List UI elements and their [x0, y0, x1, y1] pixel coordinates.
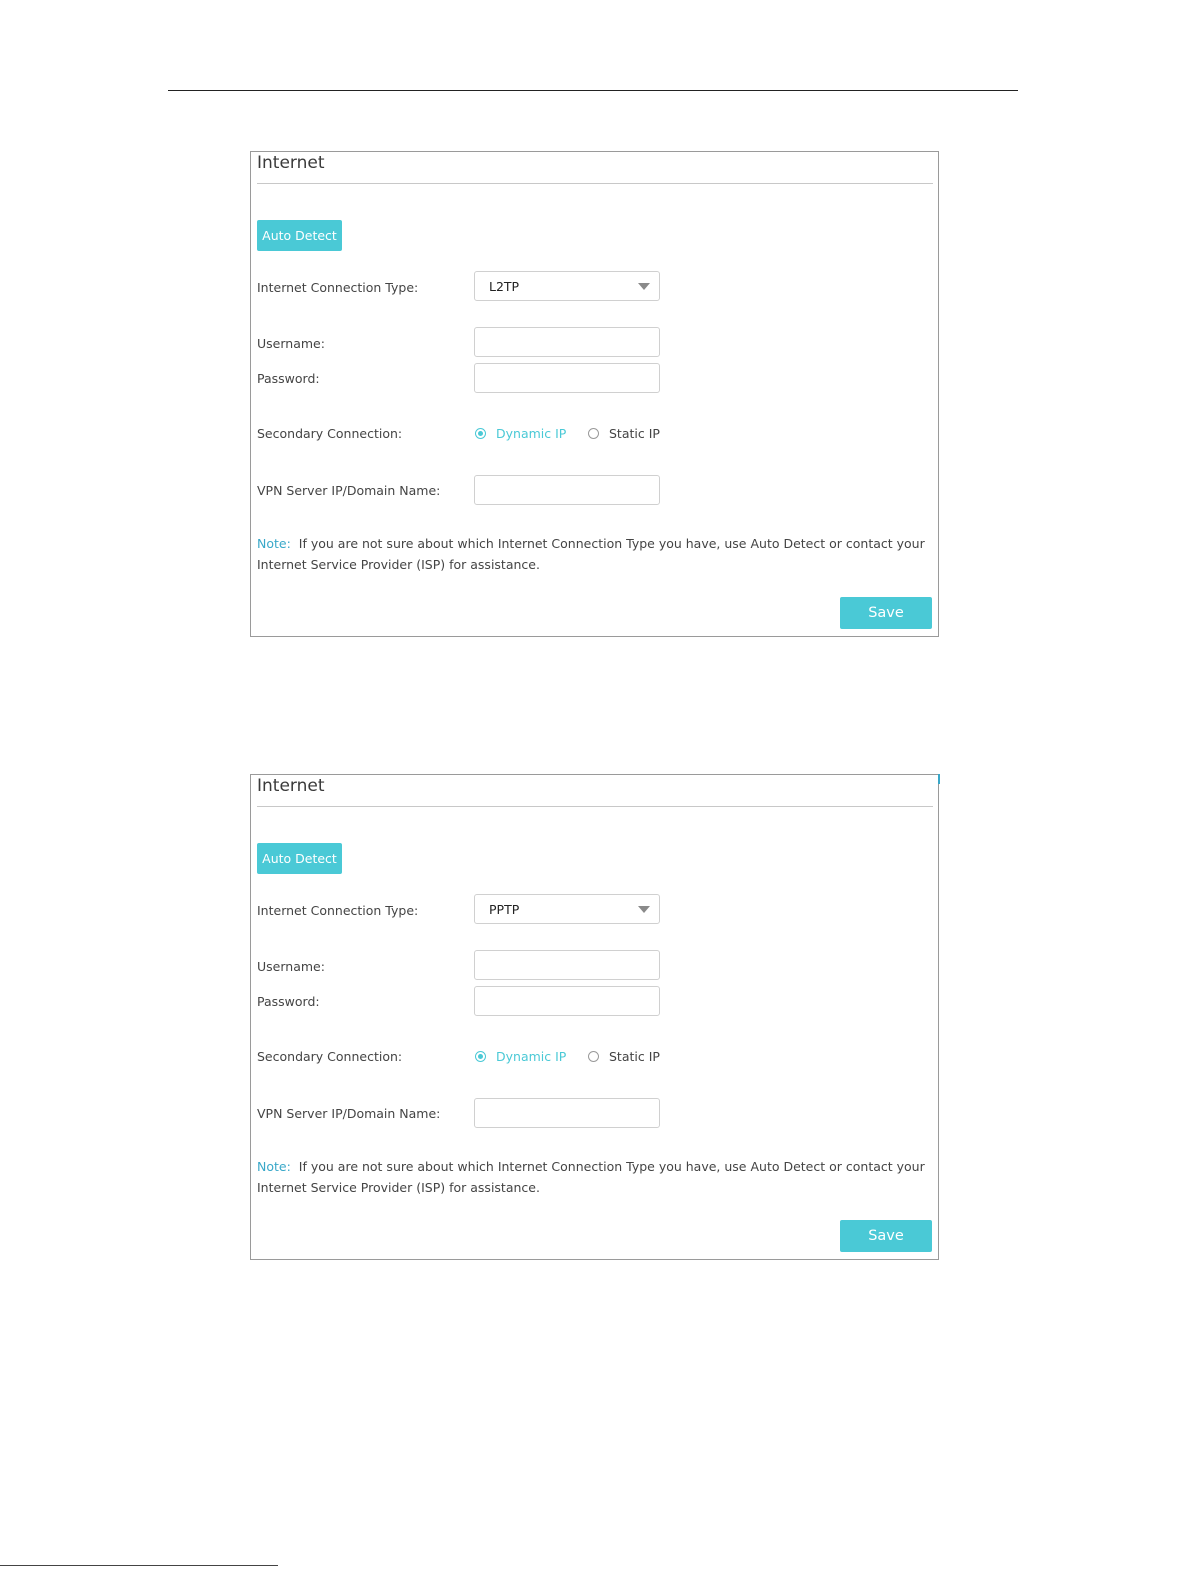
radio-static-ip-label: Static IP — [609, 426, 660, 441]
caret-down-icon — [638, 906, 650, 913]
radio-unchecked-icon — [588, 1051, 599, 1062]
vpn-server-label: VPN Server IP/Domain Name: — [257, 1106, 441, 1121]
username-label: Username: — [257, 959, 325, 974]
note-text — [257, 1156, 927, 1198]
save-button[interactable]: Save — [840, 1220, 932, 1252]
note-label: Note: — [257, 1159, 291, 1174]
note-label: Note: — [257, 536, 291, 551]
title-divider — [257, 183, 933, 184]
radio-static-ip[interactable] — [588, 1049, 660, 1064]
connection-type-label: Internet Connection Type: — [257, 903, 419, 918]
username-label: Username: — [257, 336, 325, 351]
page-header-rule — [168, 90, 1018, 91]
auto-detect-button[interactable]: Auto Detect — [257, 220, 342, 251]
password-input[interactable] — [474, 363, 660, 393]
internet-panel-l2tp — [250, 151, 939, 637]
radio-dynamic-ip-label: Dynamic IP — [496, 1049, 567, 1064]
password-label: Password: — [257, 994, 320, 1009]
radio-static-ip[interactable] — [588, 426, 660, 441]
caret-down-icon — [638, 283, 650, 290]
note-body: If you are not sure about which Internet Connection Type you have, use Auto Detect or contact your Internet Service Provider (ISP) for assistance. — [257, 1159, 925, 1195]
secondary-connection-label: Secondary Connection: — [257, 1049, 403, 1064]
note-body: If you are not sure about which Internet Connection Type you have, use Auto Detect or contact your Internet Service Provider (ISP) for assistance. — [257, 536, 925, 572]
radio-dynamic-ip[interactable] — [475, 426, 566, 441]
connection-type-select[interactable] — [474, 271, 660, 301]
vpn-server-input[interactable] — [474, 1098, 660, 1128]
panel-title: Internet — [257, 153, 325, 173]
username-input[interactable] — [474, 327, 660, 357]
connection-type-value: L2TP — [489, 279, 520, 294]
secondary-connection-label: Secondary Connection: — [257, 426, 403, 441]
page-footer-rule — [0, 1565, 278, 1566]
internet-panel-pptp — [250, 774, 939, 1260]
radio-dynamic-ip[interactable] — [475, 1049, 566, 1064]
username-input[interactable] — [474, 950, 660, 980]
password-label: Password: — [257, 371, 320, 386]
connection-type-label: Internet Connection Type: — [257, 280, 419, 295]
panel-corner-mark — [938, 774, 940, 784]
radio-unchecked-icon — [588, 428, 599, 439]
save-button[interactable]: Save — [840, 597, 932, 629]
radio-checked-icon — [475, 1051, 486, 1062]
vpn-server-input[interactable] — [474, 475, 660, 505]
password-input[interactable] — [474, 986, 660, 1016]
panel-title: Internet — [257, 776, 325, 796]
connection-type-select[interactable] — [474, 894, 660, 924]
radio-static-ip-label: Static IP — [609, 1049, 660, 1064]
connection-type-value: PPTP — [489, 902, 520, 917]
auto-detect-button[interactable]: Auto Detect — [257, 843, 342, 874]
note-text — [257, 533, 927, 575]
title-divider — [257, 806, 933, 807]
radio-checked-icon — [475, 428, 486, 439]
radio-dynamic-ip-label: Dynamic IP — [496, 426, 567, 441]
vpn-server-label: VPN Server IP/Domain Name: — [257, 483, 441, 498]
